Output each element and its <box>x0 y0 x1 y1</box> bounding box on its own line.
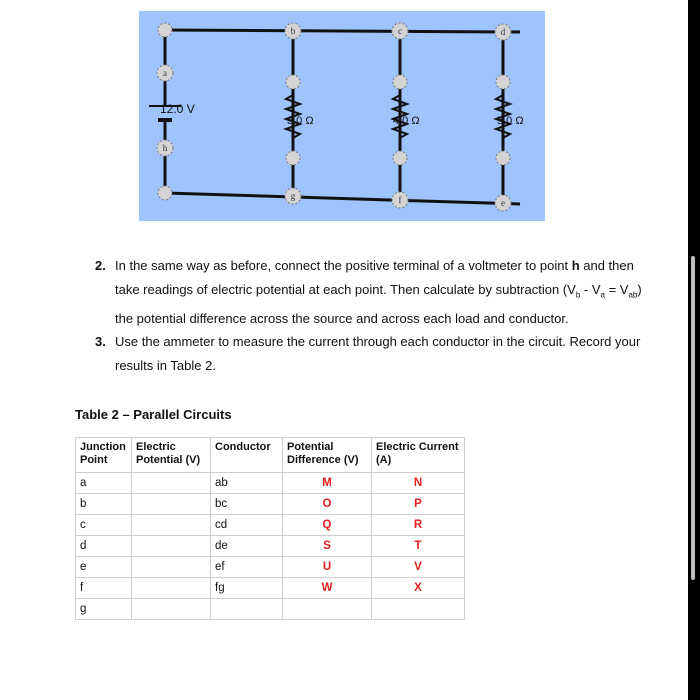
table-row <box>76 578 465 599</box>
cell-conductor <box>211 599 283 620</box>
point-e-label: e <box>501 198 505 208</box>
cell-conductor: ab <box>211 473 283 494</box>
resistor-1-label: 3.0 Ω <box>287 115 314 127</box>
cell-junction-point: b <box>76 494 132 515</box>
cell-electric-current: X <box>372 578 465 599</box>
instruction-text: In the same way as before, connect the positive terminal of a voltmeter to point h and then take readings of electric potential at each point. Then calculate by subtraction $(V_b - V_a = V_{ab})$ the potential difference across the source and across each load and conductor. <box>115 258 642 326</box>
instruction-list <box>95 254 645 378</box>
cell-electric-potential <box>132 515 211 536</box>
cell-potential-difference: M <box>283 473 372 494</box>
source-voltage-label: 12.0 V <box>160 102 195 116</box>
table-row <box>76 494 465 515</box>
table-header-row <box>76 438 465 473</box>
cell-electric-potential <box>132 578 211 599</box>
cell-electric-current: R <box>372 515 465 536</box>
cell-electric-potential <box>132 494 211 515</box>
instruction-number: 2. <box>95 258 106 273</box>
parallel-circuit-diagram <box>0 0 688 230</box>
cell-electric-potential <box>132 473 211 494</box>
cell-potential-difference: W <box>283 578 372 599</box>
cell-electric-current <box>372 599 465 620</box>
table-row <box>76 473 465 494</box>
cell-conductor: cd <box>211 515 283 536</box>
cell-junction-point: g <box>76 599 132 620</box>
instruction-text: Use the ammeter to measure the current through each conductor in the circuit. Record your results in Table 2. <box>115 334 641 373</box>
table-row <box>76 515 465 536</box>
point-d-label: d <box>500 27 506 37</box>
top-wire <box>165 30 520 32</box>
cell-electric-current: V <box>372 557 465 578</box>
cell-electric-current: P <box>372 494 465 515</box>
header-junction-point: Junction Point <box>76 438 132 473</box>
header-electric-current: Electric Current (A) <box>372 438 465 473</box>
point-g-label: g <box>290 191 296 201</box>
cell-electric-current: N <box>372 473 465 494</box>
cell-potential-difference <box>283 599 372 620</box>
cell-electric-potential <box>132 557 211 578</box>
table-title: Table 2 – Parallel Circuits <box>75 407 232 422</box>
point-f-label: f <box>398 195 402 205</box>
instruction-item-2 <box>95 254 645 330</box>
table-row <box>76 536 465 557</box>
cell-electric-potential <box>132 536 211 557</box>
point-b-label: b <box>290 26 296 36</box>
header-conductor: Conductor <box>211 438 283 473</box>
table-row <box>76 599 465 620</box>
cell-conductor: de <box>211 536 283 557</box>
resistor-3-label: 5.0 Ω <box>497 115 524 127</box>
scrollbar-thumb[interactable] <box>691 256 695 580</box>
point-h-label: h <box>162 143 168 153</box>
point-a-label: a <box>163 68 167 78</box>
table-row <box>76 557 465 578</box>
cell-potential-difference: U <box>283 557 372 578</box>
cell-conductor: ef <box>211 557 283 578</box>
cell-potential-difference: S <box>283 536 372 557</box>
header-electric-potential: Electric Potential (V) <box>132 438 211 473</box>
cell-electric-potential <box>132 599 211 620</box>
parallel-circuits-table <box>75 437 465 620</box>
instruction-item-3 <box>95 330 645 377</box>
cell-electric-current: T <box>372 536 465 557</box>
resistor-2-label: 4.0 Ω <box>393 115 420 127</box>
cell-junction-point: e <box>76 557 132 578</box>
circuit-background <box>139 11 545 221</box>
cell-conductor: fg <box>211 578 283 599</box>
cell-junction-point: d <box>76 536 132 557</box>
header-potential-difference: Potential Difference (V) <box>283 438 372 473</box>
point-c-label: c <box>398 26 402 36</box>
instruction-number: 3. <box>95 334 106 350</box>
cell-potential-difference: O <box>283 494 372 515</box>
cell-junction-point: f <box>76 578 132 599</box>
cell-junction-point: a <box>76 473 132 494</box>
cell-potential-difference: Q <box>283 515 372 536</box>
cell-conductor: bc <box>211 494 283 515</box>
cell-junction-point: c <box>76 515 132 536</box>
